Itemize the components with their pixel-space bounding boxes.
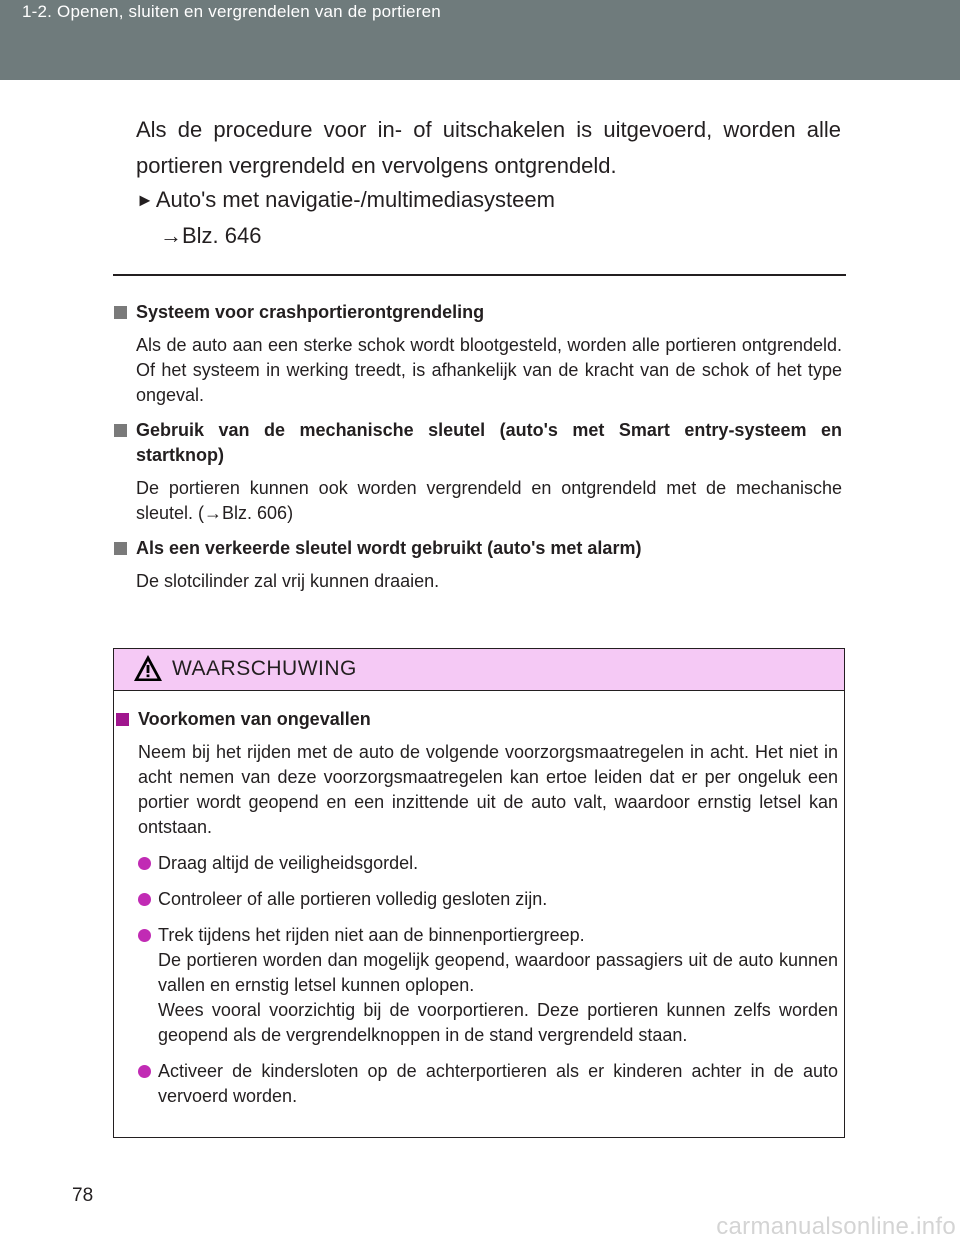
bullet-detail: De portieren worden dan mogelijk geopend, waardoor passagiers uit de auto kunnen vallen en ernstig letsel kunnen oplopen. bbox=[158, 950, 838, 995]
square-bullet-icon bbox=[114, 424, 127, 437]
warning-intro: Neem bij het rijden met de auto de volgende voorzorgsmaatregelen in acht. Het niet in acht nemen van deze voorzorgsmaatregelen kan ertoe leiden dat er per ongeluk een portier wordt geopend en een inzittende uit de auto valt, waardoor ernstig letsel kan ontstaan. bbox=[138, 742, 838, 837]
warning-bullet bbox=[138, 923, 838, 1048]
circle-bullet-icon bbox=[138, 1065, 151, 1078]
warning-title: WAARSCHUWING bbox=[172, 657, 357, 680]
square-bullet-icon bbox=[116, 713, 129, 726]
section-divider bbox=[113, 274, 846, 276]
warning-subheading bbox=[116, 707, 838, 732]
warning-bullet bbox=[138, 851, 838, 876]
note-mechanical-key bbox=[114, 418, 842, 526]
note-title: Systeem voor crashportierontgrendeling bbox=[136, 302, 485, 322]
note-heading bbox=[114, 418, 842, 468]
triangle-bullet-icon: ► bbox=[136, 190, 154, 210]
circle-bullet-icon bbox=[138, 929, 151, 942]
bullet-text: Trek tijdens het rijden niet aan de binnenportiergreep. bbox=[158, 925, 585, 945]
note-heading bbox=[114, 300, 842, 325]
watermark: carmanualsonline.info bbox=[716, 1213, 956, 1240]
circle-bullet-icon bbox=[138, 893, 151, 906]
circle-bullet-icon bbox=[138, 857, 151, 870]
nav-system-item bbox=[136, 184, 555, 216]
page-header bbox=[0, 0, 960, 80]
square-bullet-icon bbox=[114, 306, 127, 319]
notes-section bbox=[114, 300, 842, 604]
square-bullet-icon bbox=[114, 542, 127, 555]
warning-bullet bbox=[138, 887, 838, 912]
bullet-detail: Wees vooral voorzichtig bij de voorportieren. Deze portieren kunnen zelfs worden geopend als de vergrendelknoppen in de stand vergrendeld staan. bbox=[158, 1000, 838, 1045]
page-number: 78 bbox=[72, 1185, 94, 1206]
warning-content bbox=[114, 691, 844, 1109]
intro-paragraph: Als de procedure voor in- of uitschakelen is uitgevoerd, worden alle portieren vergrendeld en vervolgens ontgrendeld. bbox=[136, 117, 841, 178]
bullet-text: Activeer de kindersloten op de achterportieren als er kinderen achter in de auto vervoerd worden. bbox=[158, 1061, 838, 1106]
note-title: Als een verkeerde sleutel wordt gebruikt (auto's met alarm) bbox=[136, 538, 642, 558]
warning-bullet bbox=[138, 1059, 838, 1109]
warning-header bbox=[114, 649, 844, 691]
nav-system-label: Auto's met navigatie-/multimediasysteem bbox=[155, 187, 555, 212]
note-body: De portieren kunnen ook worden vergrendeld en ontgrendeld met de mechanische sleutel. (→Blz. 606) bbox=[136, 478, 842, 523]
note-crash-unlock bbox=[114, 300, 842, 408]
warning-box bbox=[113, 648, 845, 1138]
bullet-text: Draag altijd de veiligheidsgordel. bbox=[158, 853, 419, 873]
note-heading bbox=[114, 536, 842, 561]
bullet-text: Controleer of alle portieren volledig gesloten zijn. bbox=[158, 889, 548, 909]
note-body: Als de auto aan een sterke schok wordt blootgesteld, worden alle portieren ontgrendeld. Of het systeem in werking treedt, is afhankelijk van de kracht van de schok of het type ongeval. bbox=[136, 335, 842, 405]
warning-subtitle: Voorkomen van ongevallen bbox=[138, 709, 371, 729]
note-title: Gebruik van de mechanische sleutel (auto's met Smart entry-systeem en startknop) bbox=[136, 420, 842, 465]
warning-triangle-icon bbox=[132, 653, 164, 683]
page-reference: →Blz. 646 bbox=[160, 223, 262, 248]
note-body: De slotcilinder zal vrij kunnen draaien. bbox=[136, 571, 440, 591]
note-wrong-key bbox=[114, 536, 842, 594]
section-title: 1-2. Openen, sluiten en vergrendelen van de portieren bbox=[22, 2, 441, 21]
